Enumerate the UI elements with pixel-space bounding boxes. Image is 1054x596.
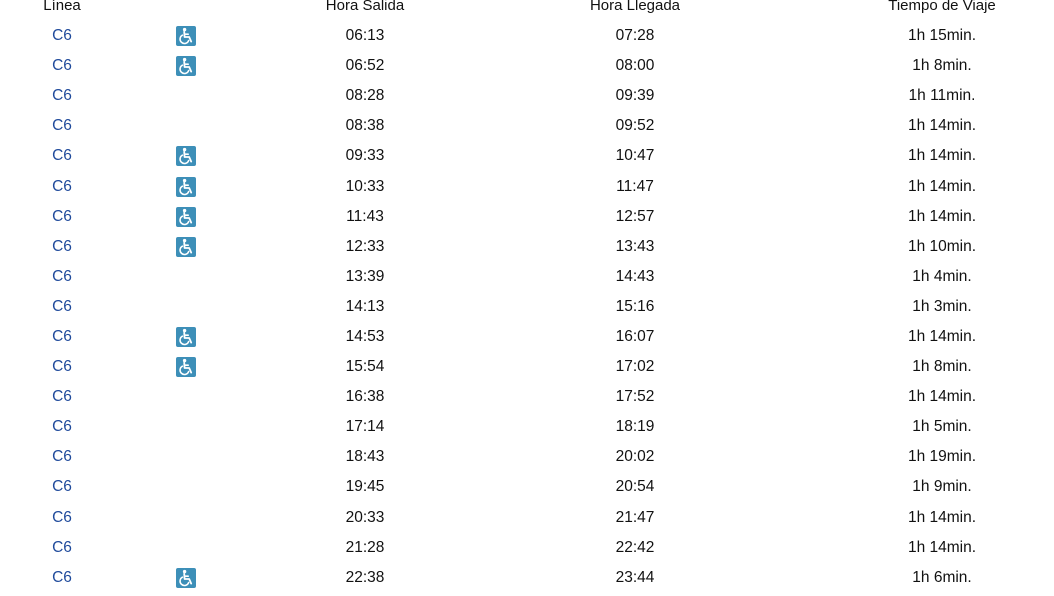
table-row [0, 442, 1054, 472]
wheelchair-icon [176, 207, 196, 227]
arrival-time: 14:43 [615, 267, 655, 285]
line-link[interactable]: C6 [52, 358, 72, 376]
line-link[interactable]: C6 [52, 388, 72, 406]
table-row [0, 81, 1054, 111]
travel-duration: 1h 8min. [912, 57, 972, 75]
travel-duration: 1h 4min. [912, 267, 972, 285]
line-link[interactable]: C6 [52, 297, 72, 315]
travel-duration: 1h 19min. [907, 448, 977, 466]
travel-duration: 1h 5min. [912, 418, 972, 436]
arrival-time: 10:47 [615, 147, 655, 165]
departure-time: 11:43 [346, 207, 384, 225]
line-link[interactable]: C6 [52, 177, 72, 195]
table-row [0, 171, 1054, 201]
wheelchair-icon [176, 357, 196, 377]
line-link[interactable]: C6 [52, 207, 72, 225]
arrival-time: 13:43 [615, 237, 655, 255]
wheelchair-icon [176, 146, 196, 166]
travel-duration: 1h 11min. [908, 87, 976, 105]
line-link[interactable]: C6 [52, 448, 72, 466]
table-row [0, 21, 1054, 51]
departure-time: 20:33 [345, 508, 385, 526]
table-row [0, 352, 1054, 382]
table-row [0, 111, 1054, 141]
travel-duration: 1h 14min. [907, 508, 977, 526]
arrival-time: 17:52 [615, 388, 655, 406]
table-row [0, 382, 1054, 412]
header-hora-llegada: Hora Llegada [589, 0, 681, 14]
arrival-time: 09:52 [615, 117, 655, 135]
travel-duration: 1h 14min. [907, 147, 977, 165]
arrival-time: 12:57 [615, 207, 655, 225]
table-row [0, 472, 1054, 502]
table-row [0, 141, 1054, 171]
line-link[interactable]: C6 [52, 478, 72, 496]
travel-duration: 1h 10min. [907, 237, 977, 255]
table-row [0, 563, 1054, 593]
departure-time: 10:33 [345, 177, 385, 195]
line-link[interactable]: C6 [52, 508, 72, 526]
header-linea: Línea [43, 0, 81, 14]
departure-time: 08:28 [345, 87, 385, 105]
arrival-time: 11:47 [616, 177, 654, 195]
departure-time: 12:33 [345, 237, 385, 255]
departure-time: 19:45 [345, 478, 385, 496]
arrival-time: 20:54 [615, 478, 655, 496]
travel-duration: 1h 14min. [907, 388, 977, 406]
table-header [0, 0, 1054, 16]
arrival-time: 15:16 [615, 297, 655, 315]
table-row [0, 412, 1054, 442]
table-body [0, 21, 1054, 593]
wheelchair-icon [176, 237, 196, 257]
table-row [0, 292, 1054, 322]
line-link[interactable]: C6 [52, 418, 72, 436]
travel-duration: 1h 8min. [912, 358, 972, 376]
line-link[interactable]: C6 [52, 568, 72, 586]
table-row [0, 232, 1054, 262]
travel-duration: 1h 14min. [907, 327, 977, 345]
departure-time: 06:13 [345, 27, 385, 45]
arrival-time: 16:07 [615, 327, 655, 345]
arrival-time: 07:28 [615, 27, 655, 45]
line-link[interactable]: C6 [52, 237, 72, 255]
departure-time: 16:38 [345, 388, 385, 406]
header-tiempo-viaje: Tiempo de Viaje [888, 0, 996, 14]
wheelchair-icon [176, 568, 196, 588]
travel-duration: 1h 14min. [907, 117, 977, 135]
table-row [0, 503, 1054, 533]
line-link[interactable]: C6 [52, 57, 72, 75]
wheelchair-icon [176, 56, 196, 76]
table-row [0, 322, 1054, 352]
line-link[interactable]: C6 [52, 538, 72, 556]
arrival-time: 08:00 [615, 57, 655, 75]
line-link[interactable]: C6 [52, 27, 72, 45]
departure-time: 15:54 [345, 358, 385, 376]
travel-duration: 1h 6min. [912, 568, 972, 586]
arrival-time: 17:02 [615, 358, 655, 376]
arrival-time: 21:47 [615, 508, 655, 526]
line-link[interactable]: C6 [52, 117, 72, 135]
departure-time: 17:14 [345, 418, 385, 436]
line-link[interactable]: C6 [52, 87, 72, 105]
travel-duration: 1h 3min. [912, 297, 972, 315]
wheelchair-icon [176, 26, 196, 46]
table-row [0, 533, 1054, 563]
travel-duration: 1h 9min. [912, 478, 972, 496]
departure-time: 06:52 [345, 57, 385, 75]
departure-time: 14:13 [345, 297, 385, 315]
table-row [0, 262, 1054, 292]
line-link[interactable]: C6 [52, 147, 72, 165]
arrival-time: 20:02 [615, 448, 655, 466]
header-hora-salida: Hora Salida [325, 0, 405, 14]
table-row [0, 202, 1054, 232]
departure-time: 21:28 [345, 538, 385, 556]
departure-time: 14:53 [345, 327, 385, 345]
arrival-time: 18:19 [615, 418, 655, 436]
travel-duration: 1h 14min. [907, 207, 977, 225]
line-link[interactable]: C6 [52, 327, 72, 345]
line-link[interactable]: C6 [52, 267, 72, 285]
travel-duration: 1h 15min. [907, 27, 977, 45]
wheelchair-icon [176, 177, 196, 197]
arrival-time: 22:42 [615, 538, 655, 556]
departure-time: 09:33 [345, 147, 385, 165]
table-row [0, 51, 1054, 81]
arrival-time: 09:39 [615, 87, 655, 105]
travel-duration: 1h 14min. [907, 177, 977, 195]
departure-time: 22:38 [345, 568, 385, 586]
departure-time: 13:39 [345, 267, 385, 285]
departure-time: 18:43 [345, 448, 385, 466]
wheelchair-icon [176, 327, 196, 347]
departure-time: 08:38 [345, 117, 385, 135]
travel-duration: 1h 14min. [907, 538, 977, 556]
arrival-time: 23:44 [615, 568, 655, 586]
